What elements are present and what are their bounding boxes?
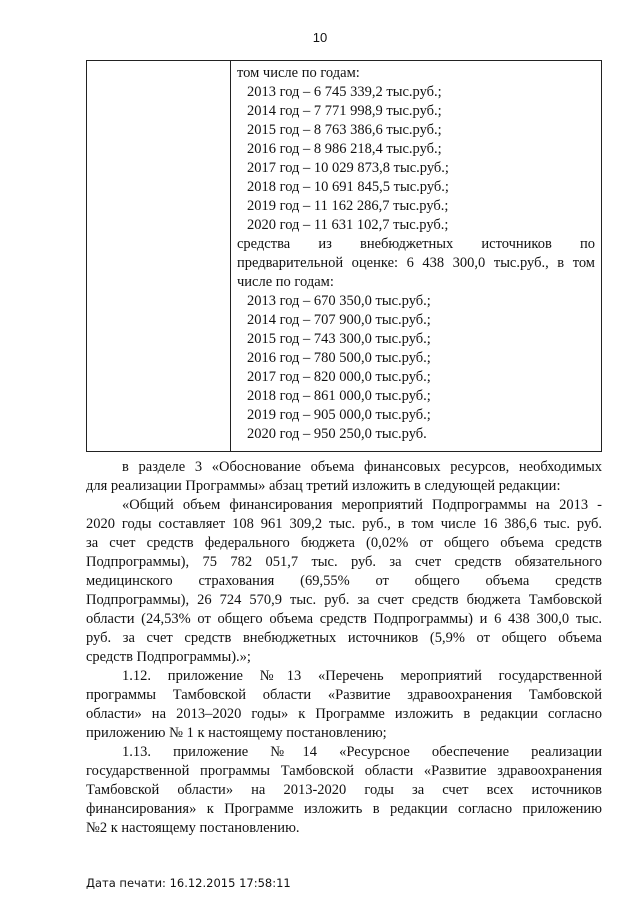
text-line: области (24,53% от общего объема средств Подпрограммы) и 6 438 300,0 тыс. [86,611,602,627]
table-line: 2020 год – 11 631 102,7 тыс.руб.; [247,217,449,233]
page-number: 10 [312,30,328,45]
text-line: №2 к настоящему постановлению. [86,820,300,836]
table-line: 2016 год – 8 986 218,4 тыс.руб.; [247,141,442,157]
text-line: программы Тамбовской области «Развитие здравоохранения Тамбовской [86,687,602,703]
print-date-footer: Дата печати: 16.12.2015 17:58:11 [86,876,291,890]
text-line: за счет средств федерального бюджета (0,02% от общего объема средств [86,535,602,551]
text-line: 1.13. приложение №14 «Ресурсное обеспечение реализации [122,744,602,760]
text-line: Подпрограммы), 26 724 570,9 тыс. руб. за счет средств бюджета Тамбовской [86,592,602,608]
table-line: 2016 год – 780 500,0 тыс.руб.; [247,350,431,366]
table-line: 2018 год – 861 000,0 тыс.руб.; [247,388,431,404]
text-line: 2020 годы составляет 108 961 309,2 тыс. руб., в том числе 16 386,6 тыс. руб. [86,516,602,532]
table-line: 2015 год – 8 763 386,6 тыс.руб.; [247,122,442,138]
table-line: том числе по годам: [237,65,360,81]
text-line: приложению № 1 к настоящему постановлению; [86,725,387,741]
table-line: 2019 год – 905 000,0 тыс.руб.; [247,407,431,423]
table-left-column [87,61,231,451]
text-line: «Общий объем финансирования мероприятий Подпрограммы на 2013 - [122,497,602,513]
table-line: 2014 год – 7 771 998,9 тыс.руб.; [247,103,442,119]
table-line: средства из внебюджетных источников по [237,236,595,252]
text-line: Тамбовской области» на 2013-2020 годы за счет всех источников [86,782,602,798]
body-text [86,458,602,838]
text-line: финансирования» к Программе изложить в редакции согласно приложению [86,801,602,817]
text-line: Подпрограммы), 75 782 051,7 тыс. руб. за счет средств обязательного [86,554,602,570]
table-line: 2015 год – 743 300,0 тыс.руб.; [247,331,431,347]
table-line: 2019 год – 11 162 286,7 тыс.руб.; [247,198,449,214]
text-line: медицинского страхования (69,55% от общего объема средств [86,573,602,589]
table-line: 2017 год – 10 029 873,8 тыс.руб.; [247,160,449,176]
text-line: для реализации Программы» абзац третий изложить в следующей редакции: [86,478,561,494]
table-line: 2017 год – 820 000,0 тыс.руб.; [247,369,431,385]
table-line: 2018 год – 10 691 845,5 тыс.руб.; [247,179,449,195]
table-line: 2013 год – 670 350,0 тыс.руб.; [247,293,431,309]
text-line: 1.12. приложение №13 «Перечень мероприятий государственной [122,668,602,684]
table-line: 2013 год – 6 745 339,2 тыс.руб.; [247,84,442,100]
text-line: руб. за счет средств внебюджетных источников (5,9% от общего объема [86,630,602,646]
table-line: предварительной оценке: 6 438 300,0 тыс.руб., в том [237,255,595,271]
table-right-column [231,61,601,451]
text-line: в разделе 3 «Обоснование объема финансовых ресурсов, необходимых [122,459,602,475]
table-line: 2014 год – 707 900,0 тыс.руб.; [247,312,431,328]
text-line: средств Подпрограммы).»; [86,649,251,665]
table-line: 2020 год – 950 250,0 тыс.руб. [247,426,427,442]
text-line: государственной программы Тамбовской области «Развитие здравоохранения [86,763,602,779]
table-line: числе по годам: [237,274,334,290]
budget-table [86,60,602,452]
text-line: области» на 2013–2020 годы» к Программе изложить в редакции согласно [86,706,602,722]
